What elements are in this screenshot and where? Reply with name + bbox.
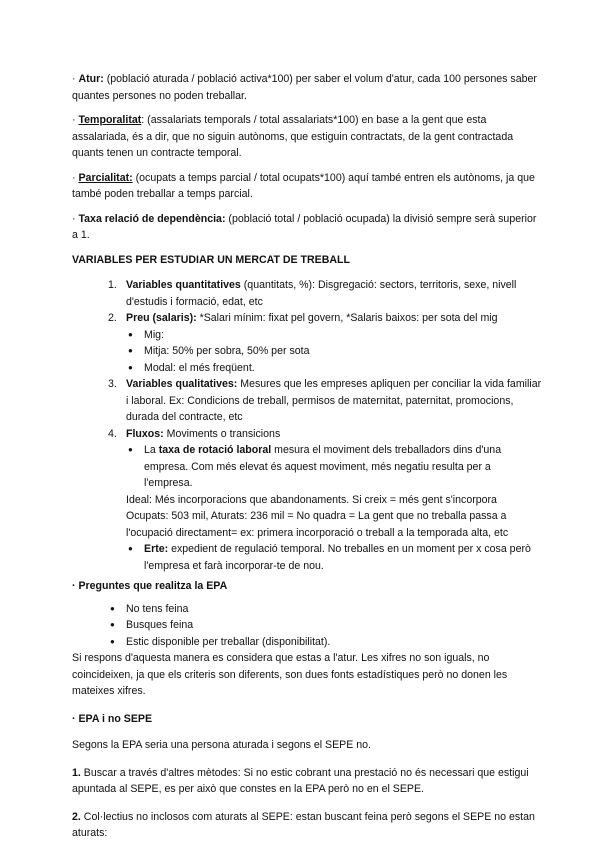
item-text: No tens feina [126,602,189,615]
item-term: Variables quantitatives [126,279,241,291]
sub-item [126,360,542,377]
list-item [72,601,542,618]
bullet: · [72,114,76,126]
item-number: 4. [108,427,117,440]
list-item [72,310,542,376]
item-term: Fluxos: [126,427,164,440]
bullet-icon: ● [128,346,133,355]
variables-heading: VARIABLES PER ESTUDIAR UN MERCAT DE TREBALL [72,253,350,266]
bullet-icon: ● [128,329,133,339]
sub-item [126,442,542,492]
item-text: *Salari mínim: fixat pel govern, *Salaris baixos: per sota del mig [196,312,498,324]
point-text: Col·lectius no inclosos com aturats al SEPE: estan buscant feina però segons el SEPE no estan aturats: [72,810,535,839]
epa-sepe-point-2 [72,809,542,842]
def-term: Taxa relació de dependència: [78,212,226,225]
item-number: 2. [108,312,117,324]
item-text: Busques feina [126,619,194,631]
epa-questions-heading: · Preguntes que realitza la EPA [72,580,228,592]
def-term: Parcialitat: [78,171,133,184]
sub-item [126,541,542,574]
sub-item [126,343,542,360]
point-text: Buscar a través d'altres mètodes: Si no estic cobrant una prestació no és necessari que estigui apuntada al SEPE, es per això que constes en la EPA però no en el SEPE. [72,766,529,795]
point-number: 2. [72,810,81,823]
sub-item-text: Modal: el més freqüent. [144,361,255,374]
item-term: Preu (salaris): [126,312,197,324]
point-number: 1. [72,766,81,779]
bullet-icon: ● [110,636,115,646]
def-text: : (assalariats temporals / total assalariats*100) en base a la gent que esta assalariada, és a dir, que no siguin autònoms, que estiguin contractats, de la gent contractada quants tenen un contracte temporal. [72,114,514,159]
def-text: (població total / població ocupada) la divisió sempre serà superior a 1. [72,212,537,241]
list-item [72,634,542,651]
item-number: 3. [108,378,117,390]
sub-item-text: expedient de regulació temporal. No treballes en un moment per x cosa però l'empresa et farà incorporar-te de nou. [144,543,531,572]
bullet-icon: ● [110,603,115,613]
bullet: · [72,73,76,85]
sub-item-term: taxa de rotació laboral [158,444,272,456]
sub-item-term: Erte: [144,543,169,555]
epa-sepe-intro: Segons la EPA seria una persona aturada i segons el SEPE no. [72,739,371,751]
bullet: · [72,212,76,225]
sub-item-text: Mitja: 50% per sobra, 50% per sota [144,345,310,357]
epa-sepe-point-1 [72,765,542,798]
def-term: Temporalitat [78,114,142,126]
def-text: (població aturada / població activa*100) per saber el volum d'atur, cada 100 persones saber quantes persones no poden treballar. [72,73,537,102]
item-text: Mesures que les empreses apliquen per conciliar la vida familiar i laboral. Ex: Condicions de treball, permisos de maternitat, paternitat, promocions, durada del contracte, etc [126,378,542,423]
bullet: · [72,171,76,184]
def-dependencia [72,211,542,244]
list-item [72,426,542,492]
def-text: (ocupats a temps parcial / total ocupats*100) aquí també entren els autònoms, ja que també poden treballar a temps parcial. [72,171,535,200]
def-atur [72,71,542,104]
item-number: 1. [108,279,117,291]
document-page [72,71,542,850]
epa-questions-list [72,601,542,651]
list-item [72,277,542,310]
sub-item-text: La [144,444,159,456]
list-item [72,376,542,426]
sub-list [126,327,542,377]
item-text: (quantitats, %): Disgregació: sectors, territoris, sexe, nivell d'estudis i formació, edat, etc [126,279,517,308]
def-temporalitat [72,112,542,162]
ideal-paragraph: Ideal: Més incorporacions que abandonaments. Si creix = més gent s'incorpora Ocupats: 503 mil, Aturats: 236 mil = No quadra = La gent que no treballa passa a l'ocupació directament= ex: primera incorporació o treball a la temporada alta, etc [126,493,509,539]
variables-list [72,277,542,492]
sub-list [72,541,542,574]
bullet-icon: ● [110,620,115,629]
bullet-icon: ● [128,362,133,372]
sub-item-text: Mig: [144,328,165,341]
bullet-icon: ● [128,544,133,553]
sub-list [126,442,542,492]
epa-sepe-heading: · EPA i no SEPE [72,712,153,725]
epa-paragraph: Si respons d'aquesta manera es considera que estas a l'atur. Les xifres no son iguals, no coincideixen, ja que els criteris son diferents, son dues fonts estadístiques però no donen les mateixes xifres. [72,652,508,697]
item-term: Variables qualitatives: [126,378,238,390]
item-text: Moviments o transicions [163,427,281,440]
sub-item-text: mesura el moviment dels treballadors dins d'una empresa. Com més elevat és aquest moviment, més negatiu resulta per a l'empresa. [144,444,502,489]
list-item [72,617,542,634]
def-term: Atur: [78,73,104,85]
def-parcialitat [72,170,542,203]
sub-item [126,327,542,344]
bullet-icon: ● [128,445,133,454]
item-text: Estic disponible per treballar (disponibilitat). [126,635,331,648]
